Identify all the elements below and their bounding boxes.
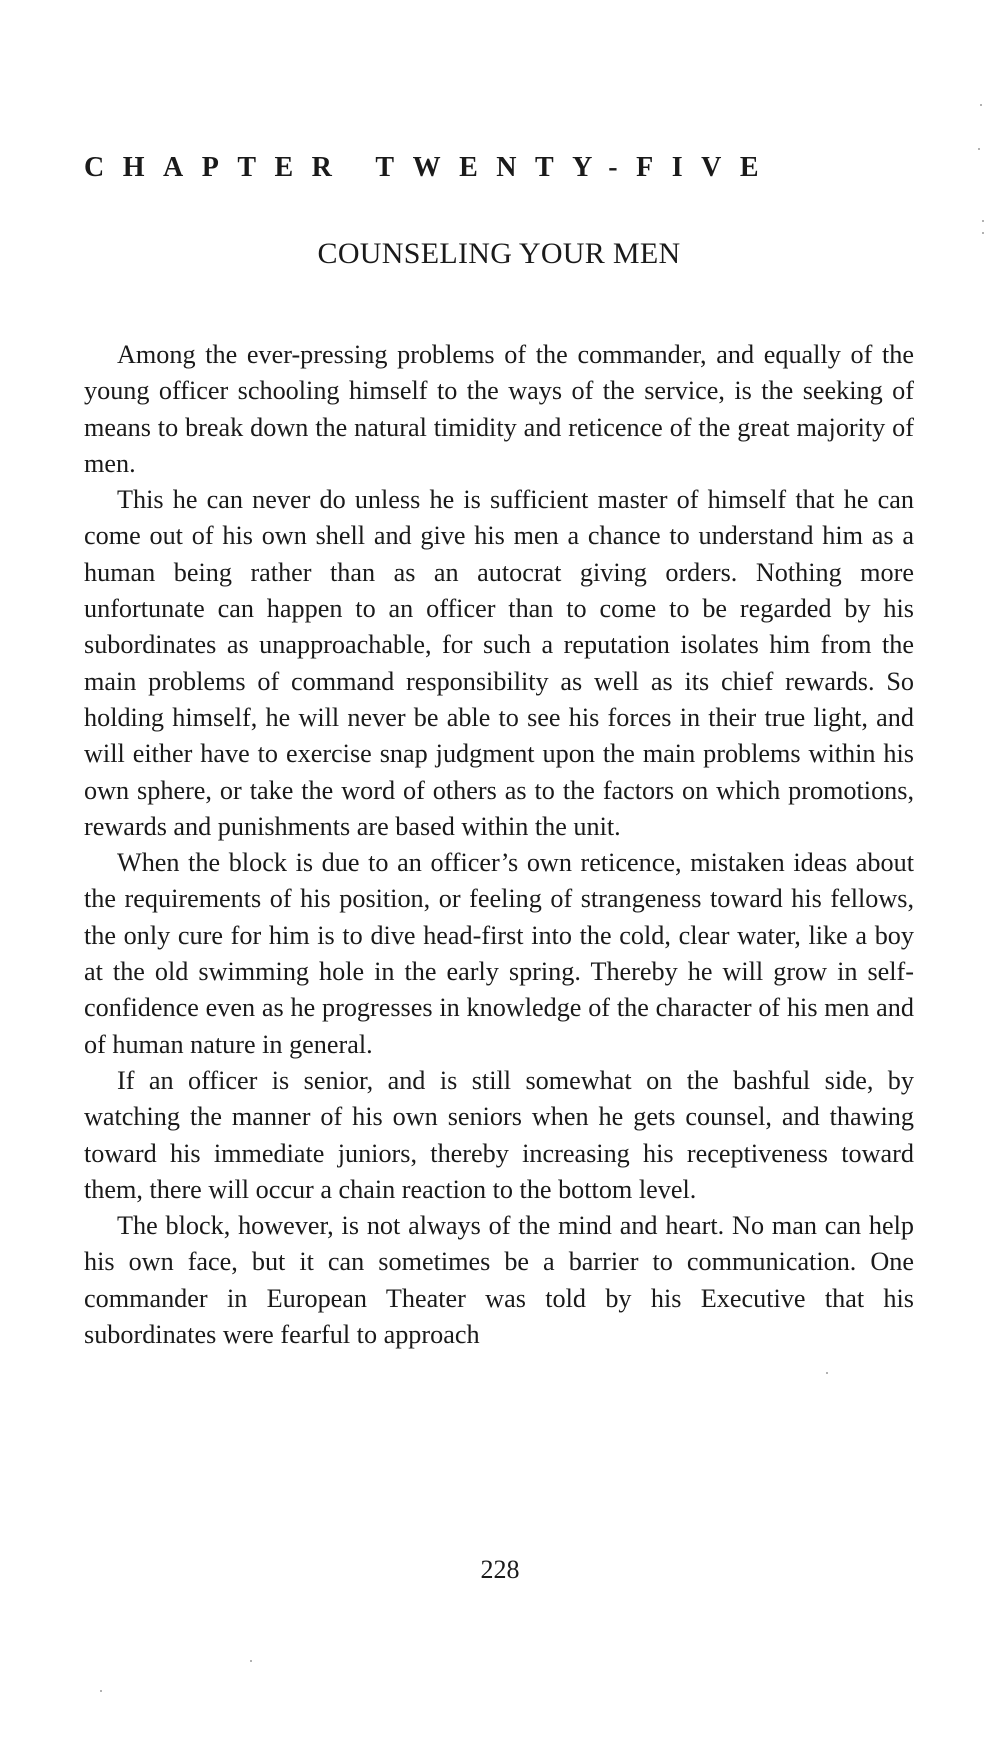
scan-speck: [100, 1690, 102, 1692]
paragraph: This he can never do unless he is sufficient master of himself that he can come out of his own shell and give his men a chance to understand him as a human being rather than as an autocrat giving orders. Nothing more unfortunate can happen to an officer than to come to be regarded by his subordinates as unapproachable, for such a reputation isolates him from the main problems of command responsibility as well as its chief rewards. So holding himself, he will never be able to see his forces in their true light, and will either have to exercise snap judgment upon the main problems within his own sphere, or take the word of others as to the factors on which promotions, rewards and punishments are based within the unit.: [84, 485, 914, 841]
chapter-heading: CHAPTER TWENTY-FIVE: [84, 152, 778, 183]
paragraph: When the block is due to an officer’s own reticence, mistaken ideas about the requirements of his position, or feeling of strangeness toward his fellows, the only cure for him is to dive head-first into the cold, clear water, like a boy at the old swimming hole in the early spring. Thereby he will grow in self-confidence even as he progresses in knowledge of the character of his men and of human nature in general.: [84, 848, 914, 1059]
scan-speck: [982, 232, 984, 234]
scan-speck: [250, 1660, 252, 1662]
chapter-title: COUNSELING YOUR MEN: [317, 237, 681, 270]
scan-speck: [978, 148, 980, 150]
scan-speck: [980, 104, 982, 106]
paragraph: The block, however, is not always of the mind and heart. No man can help his own face, but it can sometimes be a barrier to communication. One commander in European Theater was told by his Executive that his subordinates were fearful to approach: [84, 1211, 914, 1350]
paragraph: Among the ever-pressing problems of the commander, and equally of the young officer schooling himself to the ways of the service, is the seeking of means to break down the natural timidity and reticence of the great majority of men.: [84, 340, 914, 478]
body-text: [84, 337, 914, 1353]
scan-speck: [982, 220, 984, 222]
scan-speck: [826, 1372, 828, 1374]
page-number: 228: [480, 1555, 520, 1584]
paragraph: If an officer is senior, and is still somewhat on the bashful side, by watching the manner of his own seniors when he gets counsel, and thawing toward his immediate juniors, thereby increasing his receptiveness toward them, there will occur a chain reaction to the bottom level.: [84, 1065, 914, 1204]
